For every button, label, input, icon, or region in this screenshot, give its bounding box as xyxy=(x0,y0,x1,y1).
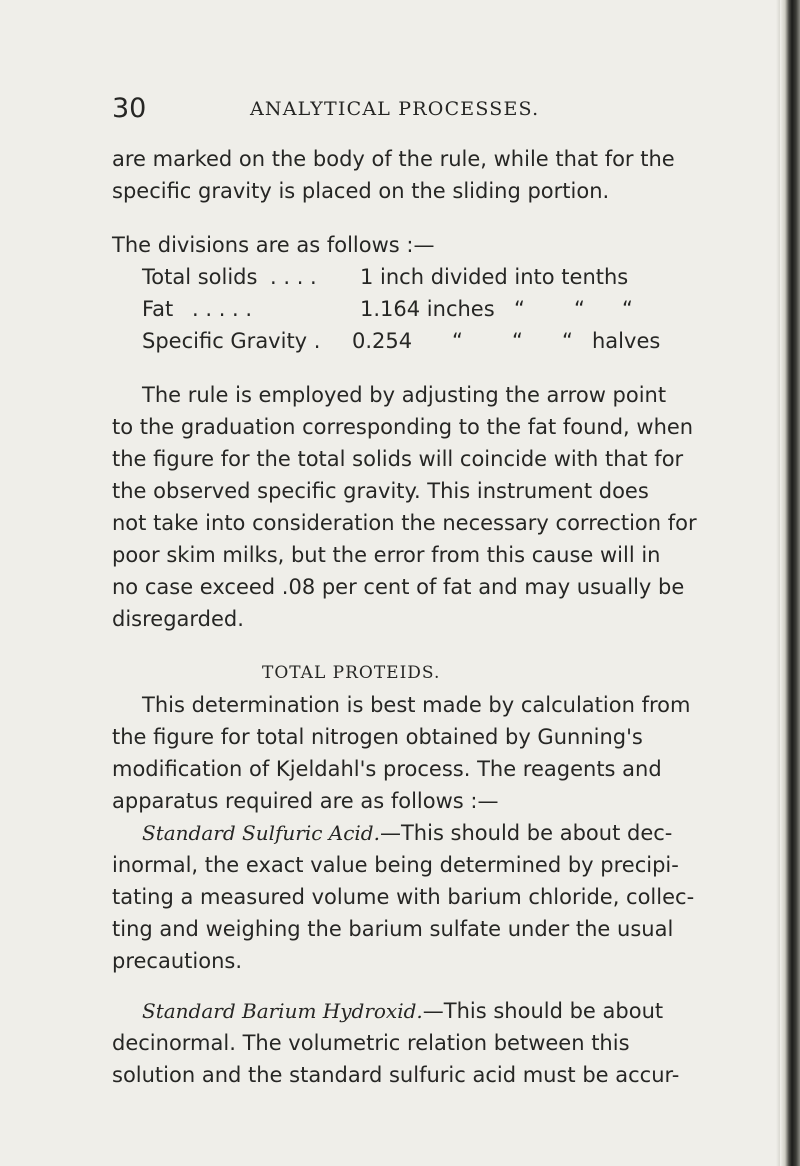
ditto-mark: “ xyxy=(514,297,525,321)
text-line: disregarded. xyxy=(112,607,244,631)
text-line: are marked on the body of the rule, while that for the xyxy=(112,147,675,171)
text-line: inormal, the exact value being determined by precipi- xyxy=(112,853,679,877)
division-row-specific-gravity xyxy=(112,325,742,357)
page-number: 30 xyxy=(112,93,147,124)
division-value: 0.254 xyxy=(352,329,413,353)
section-heading: TOTAL PROTEIDS. xyxy=(262,663,441,683)
text-line: ting and weighing the barium sulfate under the usual xyxy=(112,917,674,941)
ditto-mark: “ xyxy=(562,329,573,353)
text-line: poor skim milks, but the error from this cause will in xyxy=(112,543,661,567)
text-line: no case exceed .08 per cent of fat and may usually be xyxy=(112,575,685,599)
division-leader: . . . . xyxy=(270,265,317,289)
division-tail: halves xyxy=(592,329,661,353)
reagent-line xyxy=(112,817,742,849)
text-line: precautions. xyxy=(112,949,242,973)
reagent-line xyxy=(112,995,742,1027)
ditto-mark: “ xyxy=(512,329,523,353)
text-line: modification of Kjeldahl's process. The reagents and xyxy=(112,757,662,781)
division-leader: . . . . . xyxy=(192,297,253,321)
text-line: to the graduation corresponding to the fat found, when xyxy=(112,415,694,439)
division-value: 1.164 inches xyxy=(360,297,495,321)
division-row-fat xyxy=(112,293,742,325)
division-label: Specific Gravity . xyxy=(142,329,321,353)
text-fragment: —This should be about xyxy=(422,999,664,1023)
ditto-mark: “ xyxy=(622,297,633,321)
text-line: This determination is best made by calculation from xyxy=(142,693,691,717)
text-line: decinormal. The volumetric relation between this xyxy=(112,1031,630,1055)
text-line: apparatus required are as follows :— xyxy=(112,789,499,813)
text-line: specific gravity is placed on the sliding portion. xyxy=(112,179,610,203)
division-label: Total solids xyxy=(142,265,258,289)
book-binding xyxy=(780,0,800,1166)
text-fragment: —This should be about dec- xyxy=(379,821,673,845)
text-line: tating a measured volume with barium chloride, collec- xyxy=(112,885,695,909)
ditto-mark: “ xyxy=(574,297,585,321)
divisions-intro: The divisions are as follows :— xyxy=(112,233,435,257)
text-line: the observed specific gravity. This instrument does xyxy=(112,479,649,503)
division-label: Fat xyxy=(142,297,174,321)
text-line: the figure for total nitrogen obtained by Gunning's xyxy=(112,725,643,749)
running-head: ANALYTICAL PROCESSES. xyxy=(250,98,540,120)
text-line: solution and the standard sulfuric acid must be accur- xyxy=(112,1063,680,1087)
text-line: not take into consideration the necessary correction for xyxy=(112,511,697,535)
page-body xyxy=(112,143,742,1091)
division-value: 1 inch divided into tenths xyxy=(360,265,629,289)
ditto-mark: “ xyxy=(452,329,463,353)
page-header xyxy=(0,92,780,132)
text-line: the figure for the total solids will coincide with that for xyxy=(112,447,684,471)
reagent-title: Standard Sulfuric Acid. xyxy=(142,821,380,845)
text-line: The rule is employed by adjusting the arrow point xyxy=(142,383,667,407)
division-row-total-solids xyxy=(112,261,742,293)
reagent-title: Standard Barium Hydroxid. xyxy=(142,999,423,1023)
